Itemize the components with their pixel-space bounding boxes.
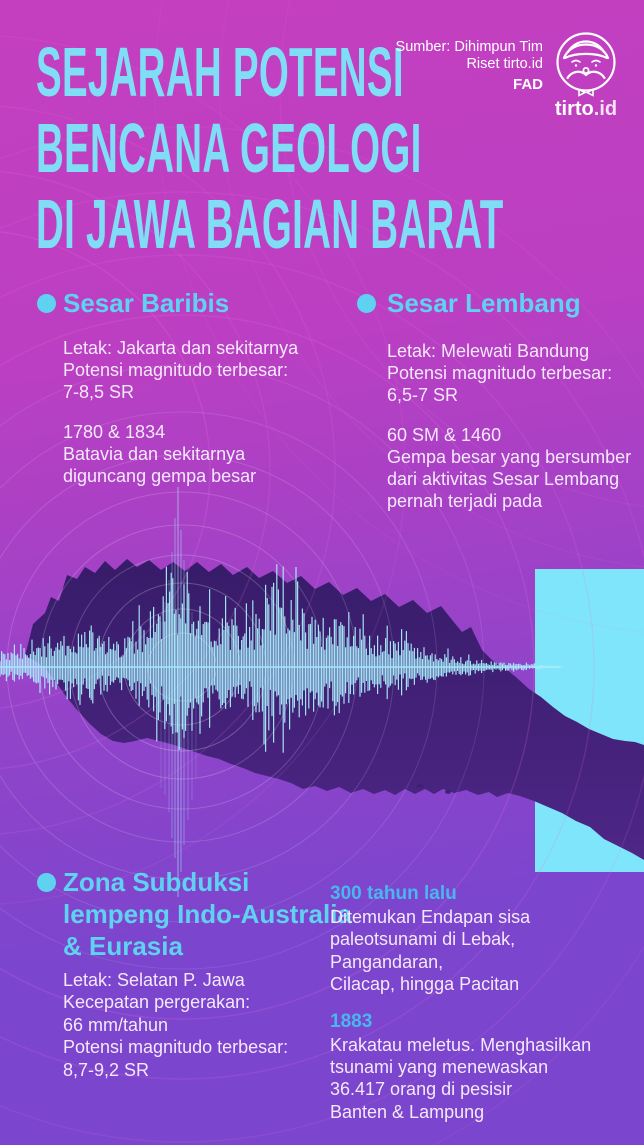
section-title-sesar-baribis: Sesar Baribis xyxy=(63,288,230,318)
timeline-event xyxy=(330,1010,630,1124)
timeline-event-body xyxy=(330,906,630,996)
islet xyxy=(445,790,451,794)
bullet-zona-subduksi xyxy=(37,873,56,892)
info-line: Letak: Melewati Bandung xyxy=(387,341,590,361)
title-line: & Eurasia xyxy=(63,931,183,961)
brand-bold: tirto xyxy=(554,98,594,120)
title-line: lempeng Indo-Australia xyxy=(63,899,352,929)
event-line: Krakatau meletus. Menghasilkan xyxy=(330,1034,592,1055)
info-line: 8,7-9,2 SR xyxy=(63,1059,150,1080)
event-line: Ditemukan Endapan sisa xyxy=(330,907,531,927)
title-line: Zona Subduksi xyxy=(63,867,250,897)
islet xyxy=(416,785,424,790)
source-line: Sumber: Dihimpun Tim xyxy=(395,39,543,55)
sesar-lembang-info xyxy=(387,340,612,406)
info-line: 7-8,5 SR xyxy=(63,382,135,402)
section-title-sesar-lembang: Sesar Lembang xyxy=(387,288,581,318)
tsunami-timeline xyxy=(330,882,630,1123)
tirto-wordmark xyxy=(551,98,621,120)
bullet-sesar-lembang xyxy=(357,294,376,313)
info-line: Potensi magnitudo terbesar: xyxy=(387,363,613,383)
info-line: Kecepatan pergerakan: xyxy=(63,992,251,1013)
timeline-event-title: 1883 xyxy=(330,1010,373,1032)
title-line-2: BENCANA GEOLOGI xyxy=(36,109,422,187)
event-line: Gempa besar yang bersumber xyxy=(387,447,632,467)
event-line: paleotsunami di Lebak, Pangandaran, xyxy=(330,929,516,972)
info-line: Letak: Jakarta dan sekitarnya xyxy=(63,338,299,358)
zona-subduksi-info xyxy=(63,969,288,1081)
timeline-event-body xyxy=(330,1034,630,1124)
event-line: pernah terjadi pada xyxy=(387,491,543,511)
event-line: 36.417 orang di pesisir xyxy=(330,1079,513,1100)
sesar-baribis-event xyxy=(63,421,256,487)
info-line: Potensi magnitudo terbesar: xyxy=(63,360,289,380)
title-line-1: SEJARAH POTENSI xyxy=(36,33,404,111)
timeline-event xyxy=(330,882,630,996)
event-line: dari aktivitas Sesar Lembang xyxy=(387,469,620,489)
bullet-sesar-baribis xyxy=(37,294,56,313)
source-line: Riset tirto.id xyxy=(466,56,543,72)
info-line: 6,5-7 SR xyxy=(387,385,459,405)
title-line-3: DI JAWA BAGIAN BARAT xyxy=(36,185,504,263)
brand-light: .id xyxy=(593,98,618,120)
info-line: Letak: Selatan P. Jawa xyxy=(63,970,245,990)
event-line: Batavia dan sekitarnya xyxy=(63,444,246,464)
sesar-lembang-event xyxy=(387,424,631,512)
info-line: 66 mm/tahun xyxy=(63,1014,169,1035)
event-line: Banten & Lampung xyxy=(330,1101,485,1122)
event-years: 60 SM & 1460 xyxy=(387,425,502,445)
info-line: Potensi magnitudo terbesar: xyxy=(63,1037,289,1058)
sesar-baribis-info xyxy=(63,337,298,403)
tirto-logo xyxy=(551,31,621,120)
illustrator-credit: FAD xyxy=(513,76,543,93)
timeline-event-title: 300 tahun lalu xyxy=(330,883,457,904)
event-line: diguncang gempa besar xyxy=(63,466,257,486)
event-years: 1780 & 1834 xyxy=(63,422,166,442)
event-line: tsunami yang menewaskan xyxy=(330,1057,549,1078)
section-title-zona-subduksi xyxy=(63,866,352,962)
source-attribution xyxy=(396,39,543,93)
tirto-mascot-icon xyxy=(554,31,618,97)
event-line: Cilacap, hingga Pacitan xyxy=(330,974,520,995)
